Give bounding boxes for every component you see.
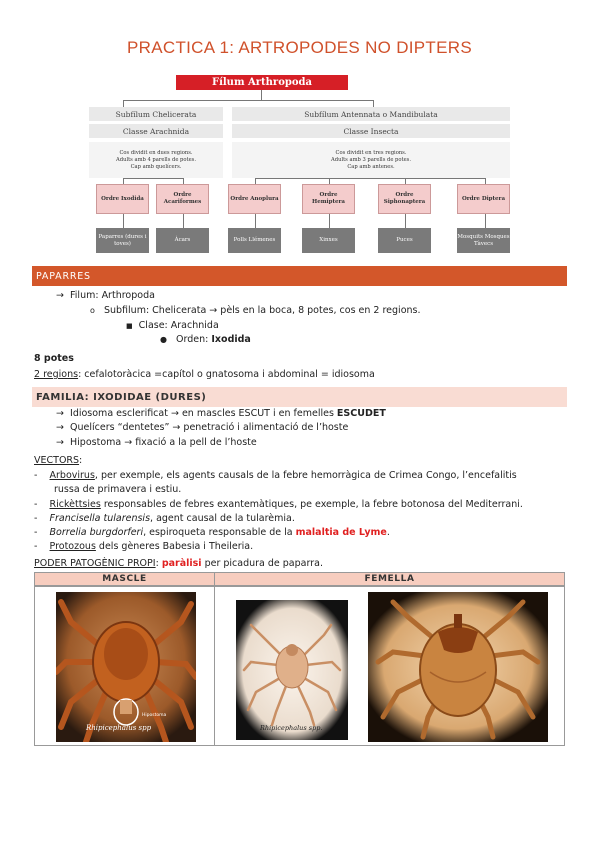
vector-item: - Arbovirus, per exemple, els agents causals de la febre hemorràgica de Crimea Congo, l’encefalitis bbox=[34, 470, 517, 481]
vector-item: - Francisella tularensis, agent causal de la tularèmia. bbox=[34, 513, 295, 524]
arachnida-description: Cos dividit en dues regions. Adults amb 4 parells de potes. Cap amb quelícers. bbox=[89, 142, 223, 178]
class-insecta: Classe Insecta bbox=[232, 124, 510, 138]
vectors-heading: VECTORS: bbox=[34, 455, 83, 466]
circle-bullet-icon: o bbox=[90, 306, 95, 315]
vector-item: - Borrelia burgdorferi, espiroqueta responsable de la malaltia de Lyme. bbox=[34, 527, 390, 538]
female-tick-photo-1 bbox=[236, 600, 348, 740]
class-arachnida: Classe Arachnida bbox=[89, 124, 223, 138]
taxonomy-diagram bbox=[87, 73, 512, 257]
arrow-icon: → bbox=[56, 408, 64, 419]
family-item: → Idiosoma esclerificat → en mascles ESCUT i en femelles ESCUDET bbox=[56, 408, 386, 419]
subphylum-chelicerata: Subfílum Chelicerata bbox=[89, 107, 223, 121]
regions-line: 2 regions: cefalotoràcica =capítol o gnatosoma i abdominal = idiosoma bbox=[34, 369, 375, 380]
family-header: FAMILIA: IXODIDAE (DURES) bbox=[32, 387, 567, 407]
vector-item-continued: russa de primavera i estiu. bbox=[54, 484, 182, 495]
order-ixodida: Ordre Ixodida bbox=[96, 184, 149, 214]
subphylum-antennata: Subfílum Antennata o Mandibulata bbox=[232, 107, 510, 121]
order-anoplura: Ordre Anoplura bbox=[228, 184, 281, 214]
family-item: → Hipostoma → fixació a la pell de l’hoste bbox=[56, 437, 257, 448]
female-tick-photo-2 bbox=[368, 592, 548, 742]
tax-filum: → Filum: Arthropoda bbox=[56, 290, 155, 301]
arrow-icon: → bbox=[56, 422, 64, 433]
pathogenic-power: PODER PATOGÈNIC PROPI: paràlisi per picadura de paparra. bbox=[34, 558, 323, 569]
dot-bullet-icon: ● bbox=[160, 335, 167, 344]
leaf-xinxes: Xinxes bbox=[302, 228, 355, 253]
leaf-mosquits: Mosquits Mosques Tàvecs bbox=[457, 228, 510, 253]
male-tick-photo bbox=[56, 592, 196, 742]
order-siphonaptera: Ordre Siphonaptera bbox=[378, 184, 431, 214]
square-bullet-icon: ■ bbox=[126, 322, 133, 330]
order-acariformes: Ordre Acariformes bbox=[156, 184, 209, 214]
leaf-paparres: Paparres (dures i toves) bbox=[96, 228, 149, 253]
female-photo-caption: Rhipicephalus spp. bbox=[260, 724, 323, 732]
phylum-box: Fílum Arthropoda bbox=[176, 75, 348, 90]
leaf-puces: Puces bbox=[378, 228, 431, 253]
leaf-polls: Polls Llémenes bbox=[228, 228, 281, 253]
arrow-icon: → bbox=[56, 290, 64, 301]
family-item: → Quelícers “dentetes” → penetració i alimentació de l’hoste bbox=[56, 422, 349, 433]
tax-clase: ■ Clase: Arachnida bbox=[126, 320, 219, 331]
male-photo-caption: Rhipicephalus spp bbox=[86, 724, 152, 732]
page-title: PRACTICA 1: ARTROPODES NO DIPTERS bbox=[127, 38, 472, 57]
insecta-description: Cos dividit en tres regions. Adults amb 3 parells de potes. Cap amb antenes. bbox=[232, 142, 510, 178]
vector-item: - Rickèttsies responsables de febres exantemàtiques, pe exemple, la febre botonosa del Mediterrani. bbox=[34, 499, 523, 510]
order-diptera: Ordre Diptera bbox=[457, 184, 510, 214]
vector-item: - Protozous dels gèneres Babesia i Theileria. bbox=[34, 541, 254, 552]
table-header-female: FEMELLA bbox=[214, 572, 565, 586]
arrow-icon: → bbox=[56, 437, 64, 448]
order-hemiptera: Ordre Hemiptera bbox=[302, 184, 355, 214]
leaf-acars: Àcars bbox=[156, 228, 209, 253]
tax-orden: ● Orden: Ixodida bbox=[160, 334, 251, 345]
section-header-paparres: PAPARRES bbox=[32, 266, 567, 286]
table-header-male: MASCLE bbox=[34, 572, 215, 586]
potes-label: 8 potes bbox=[34, 353, 74, 364]
tax-subfilum: o Subfilum: Chelicerata → pèls en la boca, 8 potes, cos en 2 regions. bbox=[90, 305, 421, 316]
hipostoma-label: Hipostoma bbox=[142, 713, 167, 718]
